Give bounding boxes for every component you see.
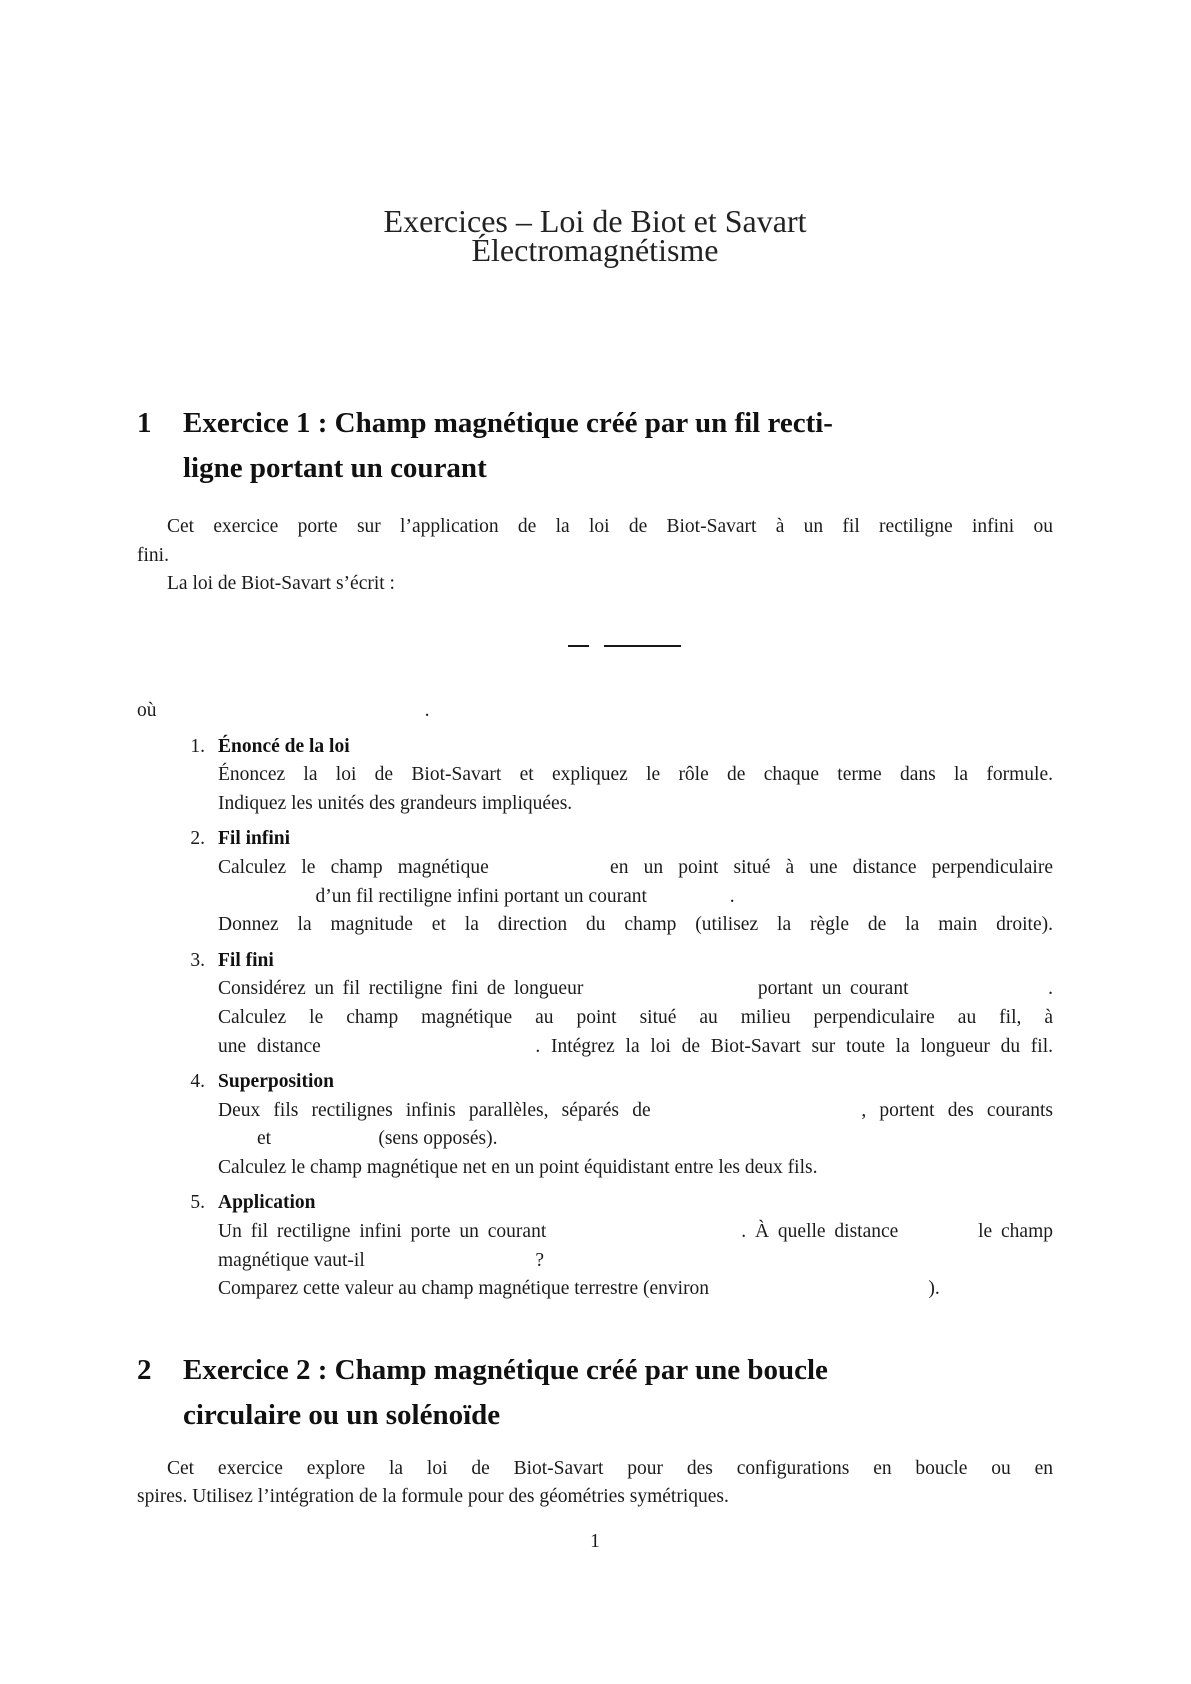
list-item (137, 1068, 1053, 1182)
where-clause-line: où . (137, 699, 430, 721)
item-number: 4. (190, 1071, 205, 1093)
item-text-line: Deux fils rectilignes infinis parallèles, séparés de , portent des courants (218, 1099, 1053, 1121)
item-text-line: Comparez cette valeur au champ magnétique terrestre (environ ). (218, 1278, 940, 1300)
section-1-heading-line1: Exercice 1 : Champ magnétique créé par un fil recti- (183, 407, 833, 440)
item-text-line: Calculez le champ magnétique net en un point équidistant entre les deux fils. (218, 1156, 818, 1178)
item-text-line: une distance . Intégrez la loi de Biot-Savart sur toute la longueur du fil. (218, 1035, 1053, 1057)
item-title: Superposition (218, 1071, 334, 1093)
section-2-heading-line2: circulaire ou un solénoïde (183, 1398, 501, 1431)
intro-paragraph-line: spires. Utilisez l’intégration de la formule pour des géométries symétriques. (137, 1486, 729, 1508)
item-number: 1. (190, 735, 205, 757)
intro-paragraph-line: Cet exercice explore la loi de Biot-Savart pour des configurations en boucle ou en (167, 1457, 1053, 1479)
section-2-intro (137, 1455, 1053, 1512)
item-text-line: Calculez le champ magnétique au point situé au milieu perpendiculaire au fil, à (218, 1006, 1053, 1028)
item-text-line: Considérez un fil rectiligne fini de longueur portant un courant . (218, 978, 1053, 1000)
list-item (137, 1189, 1053, 1303)
exercise-list (137, 733, 1053, 1304)
section-2-heading-text (183, 1348, 1053, 1438)
item-title: Fil fini (218, 949, 274, 971)
fraction-bar-large (604, 645, 681, 647)
document-title-line2: Électromagnétisme (471, 231, 719, 268)
item-text-line: Énoncez la loi de Biot-Savart et expliquez le rôle de chaque terme dans la formule. (218, 764, 1053, 786)
item-number: 5. (190, 1192, 205, 1214)
item-body (218, 1189, 1053, 1303)
document-title-line1: Exercices – Loi de Biot et Savart (383, 203, 807, 239)
item-text-line: d’un fil rectiligne infini portant un courant . (218, 885, 735, 907)
document-title (137, 203, 1053, 268)
item-body (218, 733, 1053, 819)
item-text-line: Indiquez les unités des grandeurs impliquées. (218, 792, 573, 814)
biot-savart-formula (166, 645, 1082, 647)
item-text-line: Donnez la magnitude et la direction du champ (utilisez la règle de la main droite). (218, 914, 1053, 936)
item-text-line: Calculez le champ magnétique en un point situé à une distance perpendiculaire (218, 856, 1053, 878)
item-number: 3. (190, 949, 205, 971)
list-item (137, 733, 1053, 819)
list-item (137, 947, 1053, 1061)
section-1-intro (137, 513, 1053, 599)
intro-paragraph-line: fini. (137, 544, 169, 566)
intro-paragraph-line: Cet exercice porte sur l’application de la loi de Biot-Savart à un fil rectiligne infini ou (167, 516, 1053, 538)
item-body (218, 947, 1053, 1061)
item-body (218, 825, 1053, 939)
item-text-line: Un fil rectiligne infini porte un courant . À quelle distance le champ (218, 1221, 1053, 1243)
item-title: Énoncé de la loi (218, 735, 350, 757)
section-1-heading (137, 401, 1053, 491)
where-clause (137, 697, 1053, 726)
section-1-number: 1 (137, 407, 152, 440)
page-number: 1 (590, 1531, 600, 1553)
fraction-bar-small (568, 645, 589, 647)
item-title: Application (218, 1192, 316, 1214)
section-2-number: 2 (137, 1353, 152, 1386)
section-2-heading (137, 1348, 1053, 1438)
section-2-heading-line1: Exercice 2 : Champ magnétique créé par une boucle (183, 1353, 828, 1386)
item-text-line: magnétique vaut-il ? (218, 1249, 545, 1271)
item-number: 2. (190, 828, 205, 850)
item-title: Fil infini (218, 828, 291, 850)
page-content (0, 203, 1191, 1557)
section-1-heading-text (183, 401, 1053, 491)
item-text-line: et (sens opposés). (218, 1128, 498, 1150)
intro-paragraph-line: La loi de Biot-Savart s’écrit : (167, 573, 395, 595)
section-1-heading-line2: ligne portant un courant (183, 452, 487, 485)
item-body (218, 1068, 1053, 1182)
list-item (137, 825, 1053, 939)
